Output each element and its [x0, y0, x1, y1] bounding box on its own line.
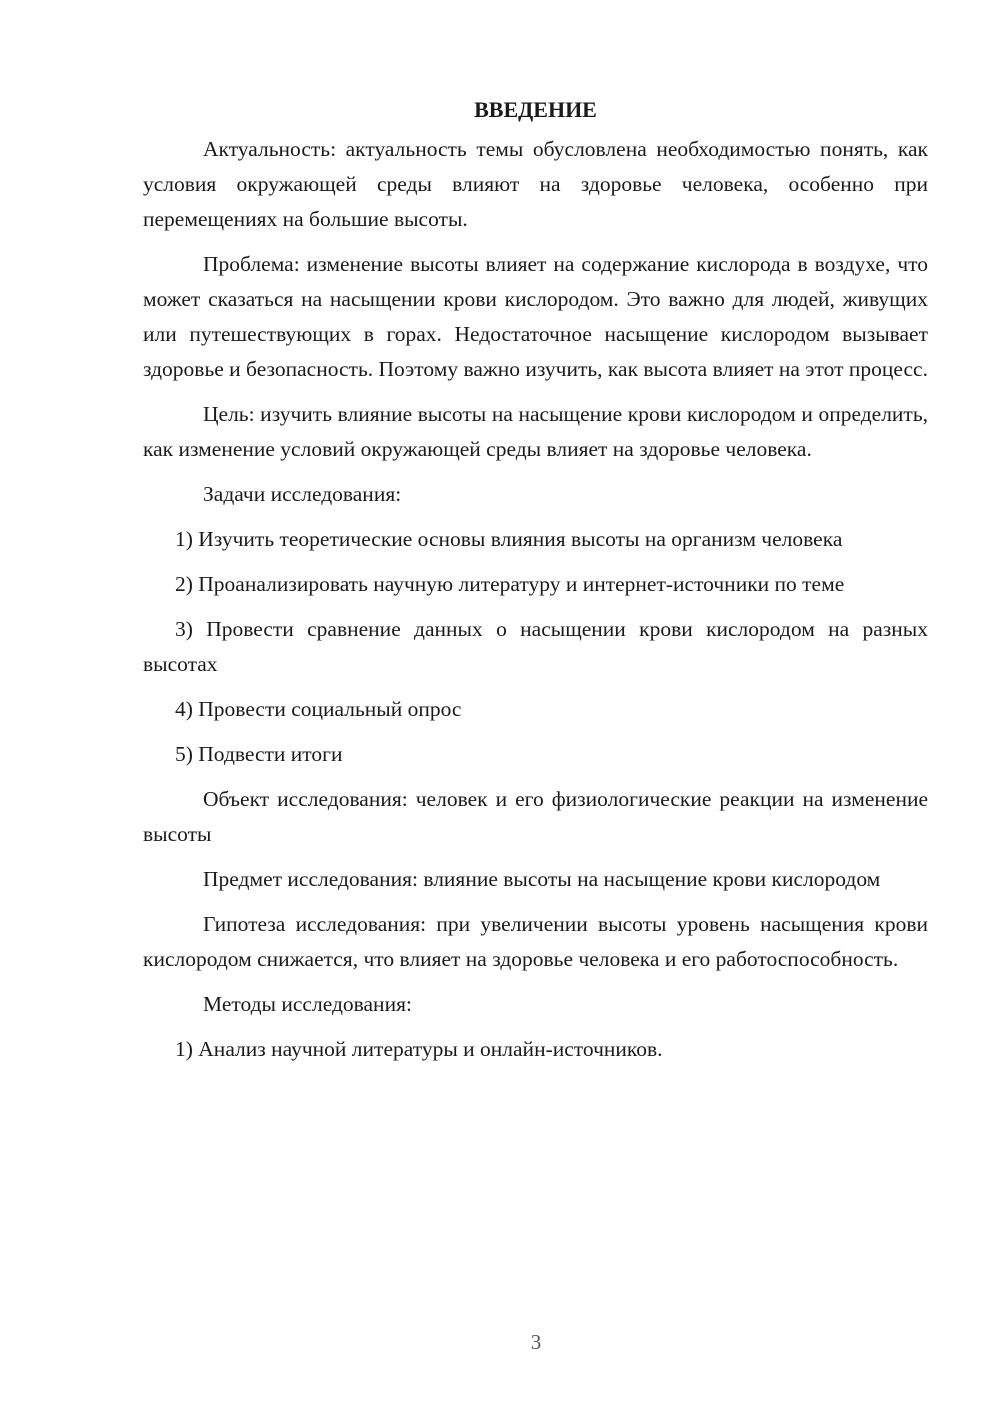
subject-paragraph: Предмет исследования: влияние высоты на насыщение крови кислородом: [203, 867, 881, 891]
task-item: 2) Проанализировать научную литературу и интернет-источники по теме: [175, 572, 845, 596]
document-page: [143, 94, 928, 1077]
task-item: 1) Изучить теоретические основы влияния высоты на организм человека: [175, 527, 843, 551]
task-item: 4) Провести социальный опрос: [175, 697, 462, 721]
section-title: ВВЕДЕНИЕ: [474, 97, 597, 122]
task-item: 3) Провести сравнение данных о насыщении крови кислородом на разных высотах: [143, 617, 928, 676]
relevance-paragraph: Актуальность: актуальность темы обусловлена необходимостью понять, как условия окружающей среды влияют на здоровье человека, особенно при перемещениях на большие высоты.: [143, 137, 928, 231]
goal-paragraph: Цель: изучить влияние высоты на насыщение крови кислородом и определить, как изменение условий окружающей среды влияет на здоровье человека.: [143, 402, 928, 461]
methods-heading: Методы исследования:: [203, 992, 412, 1016]
tasks-heading: Задачи исследования:: [203, 482, 402, 506]
task-item: 5) Подвести итоги: [175, 742, 343, 766]
object-paragraph: Объект исследования: человек и его физиологические реакции на изменение высоты: [143, 787, 928, 846]
page-number: 3: [530, 1330, 542, 1354]
method-item: 1) Анализ научной литературы и онлайн-источников.: [175, 1037, 663, 1061]
hypothesis-paragraph: Гипотеза исследования: при увеличении высоты уровень насыщения крови кислородом снижается, что влияет на здоровье человека и его работоспособность.: [143, 912, 928, 971]
problem-paragraph: Проблема: изменение высоты влияет на содержание кислорода в воздухе, что может сказаться на насыщении крови кислородом. Это важно для людей, живущих или путешествующих в горах. Недостаточное насыщение кислородом вызывает здоровье и безопасность. Поэтому важно изучить, как высота влияет на этот процесс.: [143, 252, 928, 381]
